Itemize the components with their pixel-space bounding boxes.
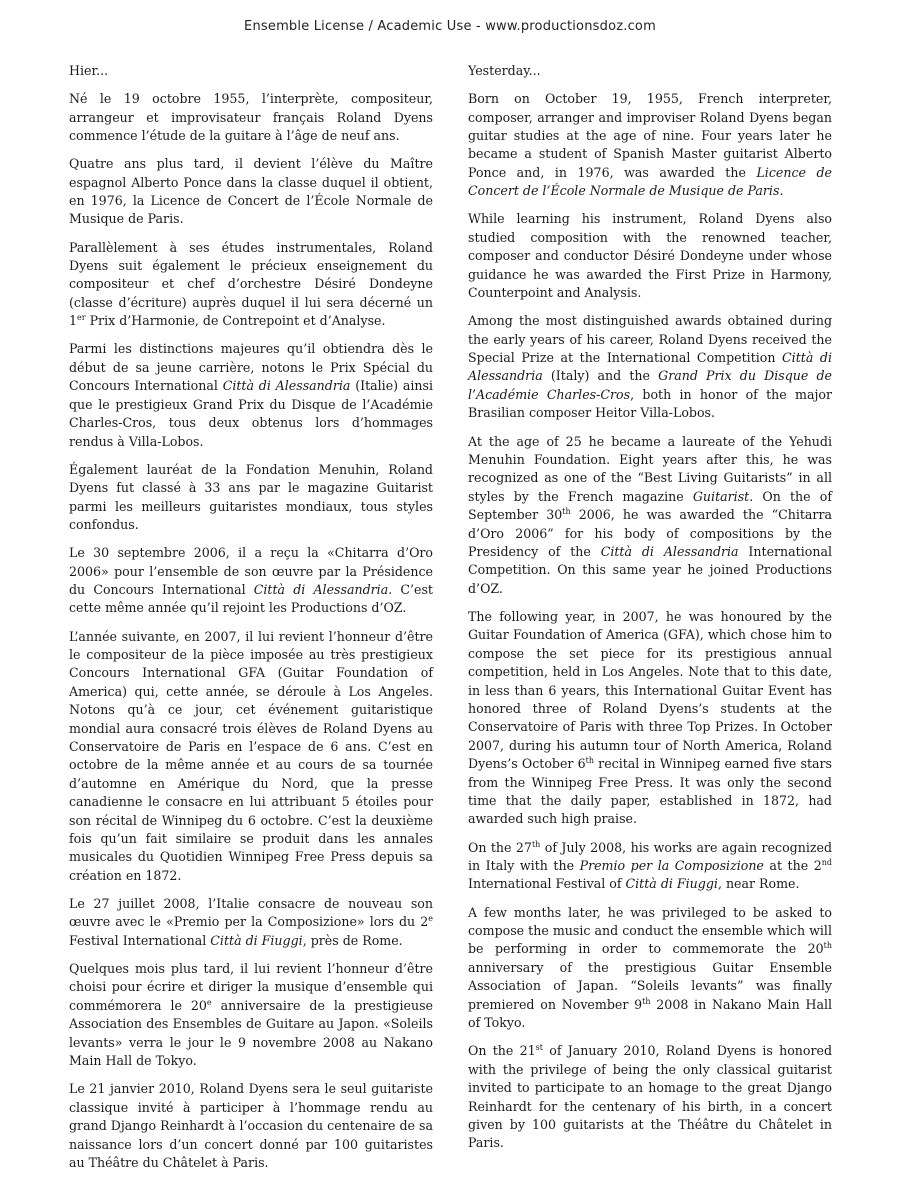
french-paragraph-menuhin: Également lauréat de la Fondation Menuhin, Roland Dyens fut classé à 33 ans par le magazine Guitarist parmi les meilleurs guitaristes mondiaux, tous styles confondus. xyxy=(69,461,433,532)
english-paragraph-dondeyne: While learning his instrument, Roland Dyens also studied composition with the renowned teacher, composer and conductor Désiré Dondeyne under whose guidance he was awarded the First Prize in Harmony, Counterpoint and Analysis. xyxy=(468,211,832,301)
english-paragraph-django: On the 21st of January 2010, Roland Dyens is honored with the privilege of being the only classical guitarist invited to participate to an homage to the great Django Reinhardt for the centenary of his birth, in a concert given by 100 guitarists at the Théâtre du Châtelet in Paris. xyxy=(468,1043,833,1151)
english-paragraph-fiuggi: On the 27th of July 2008, his works are again recognized in Italy with the Premio per la Composizione at the 2nd International Festival of Città di Fiuggi, near Rome. xyxy=(468,839,833,892)
page-header: Ensemble License / Academic Use - www.productionsdoz.com xyxy=(244,19,656,34)
french-paragraph-birth: Né le 19 octobre 1955, l’interprète, compositeur, arrangeur et improvisateur français Roland Dyens commence l’étude de la guitare à l’âge de neuf ans. xyxy=(69,91,433,144)
french-paragraph-django: Le 21 janvier 2010, Roland Dyens sera le seul guitariste classique invité à participer à l’hommage rendu au grand Django Reinhardt à l’occasion du centenaire de sa naissance lors d’un concert donné par 100 guitaristes au Théâtre du Châtelet à Paris. xyxy=(69,1081,433,1170)
english-paragraph-awards: Among the most distinguished awards obtained during the early years of his career, Roland Dyens received the Special Prize at the International Competition Città di Alessandria (Italy) and the Grand Prix du Disque de l’Académie Charles-Cros, both in honor of the major Brasilian composer Heitor Villa-Lobos. xyxy=(468,313,832,421)
french-paragraph-gfa: L’année suivante, en 2007, il lui revient l’honneur d’être le compositeur de la pièce imposée au très prestigieux Concours International GFA (Guitar Foundation of America) qui, cette année, se déroule à Los Angeles. Notons qu’à ce jour, cet événement guitaristique mondial aura consacré trois élèves de Roland Dyens au Conservatoire de Paris en l’espace de 6 ans. C’est en octobre de la même année et au cours de sa tournée d’automne en Amérique du Nord, que la presse canadienne le consacre en lui attribuant 5 étoiles pour son récital de Winnipeg du 6 octobre. C’est la deuxième fois qu’un fait similaire se produit dans les annales musicales du Quotidien Winnipeg Free Press depuis sa création en 1872. xyxy=(69,628,433,883)
french-paragraph-chitarra: Le 30 septembre 2006, il a reçu la «Chitarra d’Oro 2006» pour l’ensemble de son œuvre par la Présidence du Concours International Città di Alessandria. C’est cette même année qu’il rejoint les Productions d’OZ. xyxy=(69,545,433,616)
french-paragraph-japan: Quelques mois plus tard, il lui revient l’honneur d’être choisi pour écrire et diriger la musique d’ensemble qui commémorera le 20e anniversaire de la prestigieuse Association des Ensembles de Guitare au Japon. «Soleils levants» verra le jour le 9 novembre 2008 au Nakano Main Hall de Tokyo. xyxy=(69,961,433,1069)
french-paragraph-fiuggi: Le 27 juillet 2008, l’Italie consacre de nouveau son œuvre avec le «Premio per la Composizione» lors du 2e Festival International Città di Fiuggi, près de Rome. xyxy=(69,896,433,948)
french-paragraph-ponce: Quatre ans plus tard, il devient l’élève du Maître espagnol Alberto Ponce dans la classe duquel il obtient, en 1976, la Licence de Concert de l’École Normale de Musique de Paris. xyxy=(69,156,433,227)
english-paragraph-birth: Born on October 19, 1955, French interpreter, composer, arranger and improviser Roland Dyens began guitar studies at the age of nine. Four years later he became a student of Spanish Master guitarist Alberto Ponce and, in 1976, was awarded the Licence de Concert de l’École Normale de Musique de Paris. xyxy=(468,91,832,199)
english-paragraph-menuhin: At the age of 25 he became a laureate of the Yehudi Menuhin Foundation. Eight years after this, he was recognized as one of the “Best Living Guitarists” in all styles by the French magazine Guitarist. On the of September 30th 2006, he was awarded the “Chitarra d’Oro 2006” for his body of compositions by the Presidency of the Città di Alessandria International Competition. On this same year he joined Productions d’OZ. xyxy=(468,433,832,596)
english-paragraph-gfa: The following year, in 2007, he was honoured by the Guitar Foundation of America (GFA), which chose him to compose the set piece for its prestigious annual competition, held in Los Angeles. Note that to this date, in less than 6 years, this International Guitar Event has honored three of Roland Dyens’s students at the Conservatoire of Paris with three Top Prizes. In October 2007, during his autumn tour of North America, Roland Dyens’s October 6th recital in Winnipeg earned five stars from the Winnipeg Free Press. It was only the second time that the daily paper, established in 1872, had awarded such high praise. xyxy=(468,608,832,827)
english-column xyxy=(468,62,832,1163)
french-paragraph-distinctions: Parmi les distinctions majeures qu’il obtiendra dès le début de sa jeune carrière, notons le Prix Spécial du Concours International Città di Alessandria (Italie) ainsi que le prestigieux Grand Prix du Disque de l’Académie Charles-Cros, tous deux obtenus lors d’hommages rendus à Villa-Lobos. xyxy=(69,341,433,449)
french-column xyxy=(69,62,433,1182)
english-paragraph-japan: A few months later, he was privileged to be asked to compose the music and conduct the ensemble which will be performing in order to commemorate the 20th anniversary of the prestigious Guitar Ensemble Association of Japan. “Soleils levants” was finally premiered on November 9th 2008 in Nakano Main Hall of Tokyo. xyxy=(468,904,833,1031)
english-paragraph-intro: Yesterday... xyxy=(468,63,541,78)
french-paragraph-intro: Hier... xyxy=(69,63,109,78)
french-paragraph-dondeyne: Parallèlement à ses études instrumentales, Roland Dyens suit également le précieux enseignement du compositeur et chef d’orchestre Désiré Dondeyne (classe d’écriture) auprès duquel il lui sera décerné un 1er Prix d’Harmonie, de Contrepoint et d’Analyse. xyxy=(69,239,433,329)
